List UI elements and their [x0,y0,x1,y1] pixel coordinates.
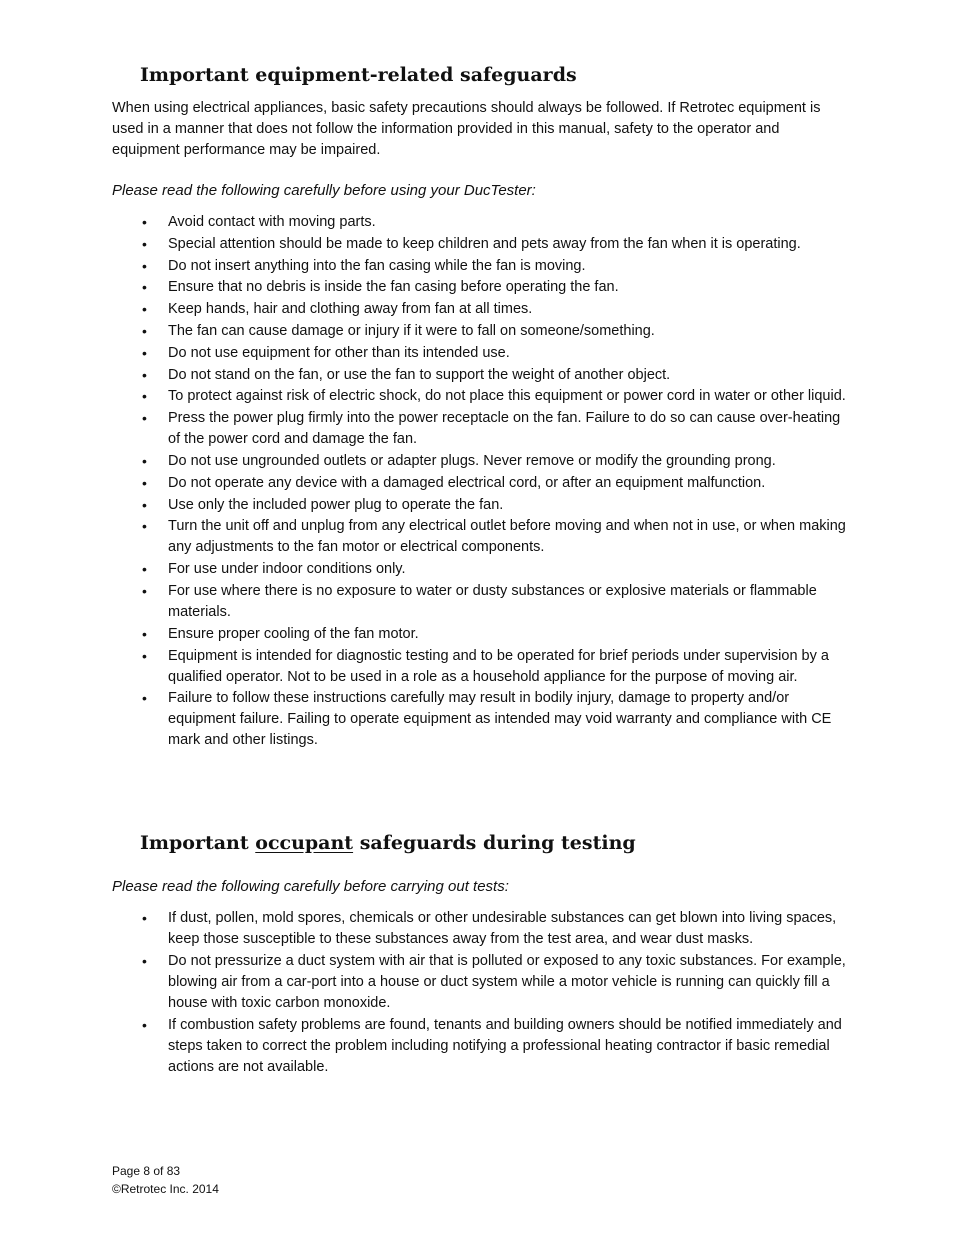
bullet-icon: • [142,647,147,664]
bullet-text: For use where there is no exposure to water or dusty substances or explosive materials or flammable materials. [168,582,817,620]
bullet-item [112,473,852,494]
heading-prefix: Important [140,832,256,854]
bullet-item [112,908,852,950]
bullet-item [112,624,852,645]
bullet-item [112,365,852,386]
bullet-text: Avoid contact with moving parts. [168,214,376,230]
bullet-text: If combustion safety problems are found, tenants and building owners should be notified immediately and steps taken to correct the problem including notifying a professional heating contractor if basic remedial actions are not available. [168,1016,842,1075]
bullet-text: Special attention should be made to keep children and pets away from the fan when it is operating. [168,235,801,252]
page-number: Page 8 of 83 [112,1164,181,1178]
bullet-icon: • [142,301,147,318]
bullet-icon: • [142,910,147,926]
bullet-item [112,451,852,472]
bullet-item [112,559,852,580]
bullet-text: Press the power plug firmly into the power receptacle on the fan. Failure to do so can cause over-heating of the power cord and damage the fan. [168,410,841,448]
bullet-icon: • [142,474,147,491]
bullet-text: Do not stand on the fan, or use the fan to support the weight of another object. [168,366,671,383]
bullet-text: Do not use equipment for other than its intended use. [168,344,510,361]
page-footer [112,1162,219,1198]
bullet-item [112,234,852,255]
heading-suffix: safeguards during testing [353,832,636,854]
occupant-safeguards-list [112,908,852,1078]
bullet-icon: • [142,518,147,535]
bullet-icon: • [142,279,147,296]
bullet-icon: • [142,452,147,469]
bullet-item [112,386,852,407]
section-heading-equipment-safeguards: Important equipment-related safeguards [140,64,577,86]
bullet-text: Do not insert anything into the fan casing while the fan is moving. [168,257,586,274]
bullet-text: For use under indoor conditions only. [168,561,406,578]
bullet-text: Turn the unit off and unplug from any electrical outlet before moving and when not in use, or when making any adjustments to the fan motor or electrical components. [168,518,846,556]
bullet-item [112,321,852,342]
bullet-icon: • [142,257,147,274]
copyright-notice: ©Retrotec Inc. 2014 [112,1182,219,1196]
bullet-icon: • [142,214,147,230]
bullet-icon: • [142,952,147,969]
bullet-item [112,646,852,688]
bullet-text: Failure to follow these instructions carefully may result in bodily injury, damage to property and/or equipment failure. Failing to operate equipment as intended may void warranty and compliance with CE mark and other listings. [168,690,832,749]
bullet-item [112,581,852,623]
bullet-icon: • [142,496,147,513]
bullet-text: Keep hands, hair and clothing away from fan at all times. [168,301,533,318]
bullet-icon: • [142,625,147,642]
bullet-item [112,516,852,558]
bullet-text: To protect against risk of electric shock, do not place this equipment or power cord in water or other liquid. [168,388,846,405]
bullet-icon: • [142,366,147,383]
bullet-icon: • [142,410,147,427]
bullet-text: The fan can cause damage or injury if it were to fall on someone/something. [168,322,655,339]
bullet-icon: • [142,388,147,405]
intro-paragraph: When using electrical appliances, basic safety precautions should always be followed. If Retrotec equipment is used in a manner that does not follow the information provided in this manual, safety to the operator and equipment performance may be impaired. [112,100,821,158]
bullet-icon: • [142,344,147,361]
bullet-item [112,212,852,233]
bullet-icon: • [142,561,147,578]
bullet-text: If dust, pollen, mold spores, chemicals or other undesirable substances can get blown into living spaces, keep those susceptible to these substances away from the test area, and wear dust masks. [168,910,837,947]
equipment-safeguards-list [112,212,852,752]
bullet-item [112,277,852,298]
bullet-text: Do not use ungrounded outlets or adapter plugs. Never remove or modify the grounding prong. [168,452,776,469]
section-heading-occupant-safeguards [140,831,636,855]
bullet-icon: • [142,690,147,707]
bullet-item [112,408,852,450]
bullet-item [112,495,852,516]
bullet-text: Equipment is intended for diagnostic testing and to be operated for brief periods under supervision by a qualified operator. Not to be used in a role as a household appliance for the purpose of moving air. [168,647,829,685]
bullet-text: Use only the included power plug to operate the fan. [168,496,504,513]
bullet-icon: • [142,582,147,599]
bullet-text: Do not pressurize a duct system with air that is polluted or exposed to any toxic substances. For example, blowing air from a car-port into a house or duct system while a motor vehicle is running can quickly fill a house with toxic carbon monoxide. [168,952,846,1011]
heading-underlined-word: occupant [255,832,354,854]
bullet-item [112,1015,852,1078]
bullet-item [112,299,852,320]
bullet-icon: • [142,1016,147,1033]
equipment-instruction: Please read the following carefully before using your DucTester: [112,182,536,199]
bullet-item [112,256,852,277]
bullet-icon: • [142,322,147,339]
bullet-text: Ensure that no debris is inside the fan casing before operating the fan. [168,279,619,296]
bullet-text: Do not operate any device with a damaged electrical cord, or after an equipment malfunction. [168,474,766,491]
occupant-instruction: Please read the following carefully before carrying out tests: [112,878,509,895]
bullet-text: Ensure proper cooling of the fan motor. [168,625,419,642]
bullet-item [112,343,852,364]
bullet-icon: • [142,235,147,252]
bullet-item [112,951,852,1014]
bullet-item [112,688,852,751]
